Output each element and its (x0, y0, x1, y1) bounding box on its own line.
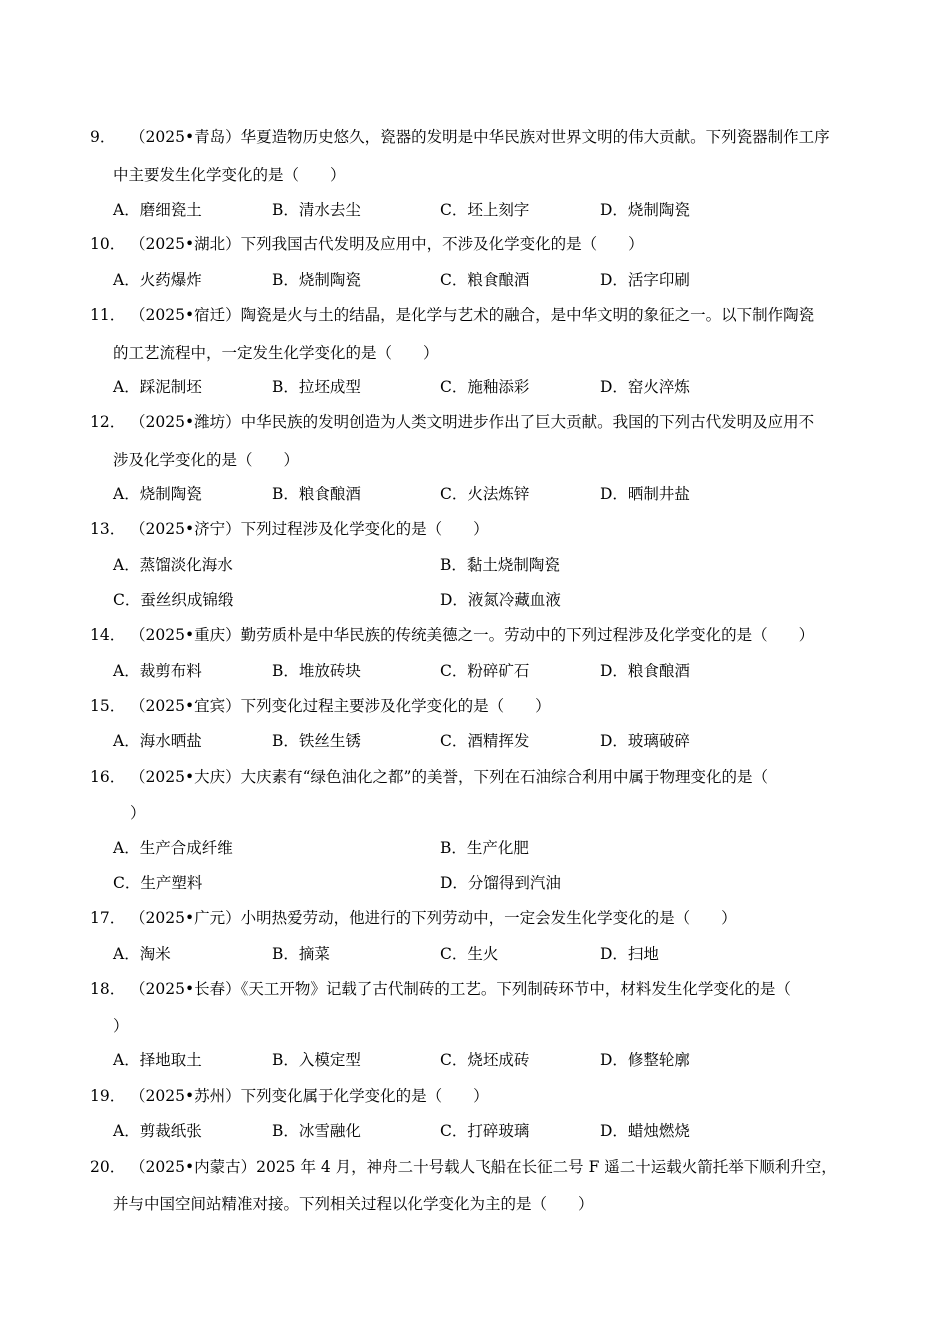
option-d: D．蜡烛燃烧 (600, 1122, 690, 1140)
question-stem-cont: ） (113, 1017, 129, 1035)
option-b: B．生产化肥 (440, 839, 529, 857)
option-d: D．液氮冷藏血液 (440, 591, 561, 609)
option-a: A．火药爆炸 (113, 271, 202, 289)
option-a: A．磨细瓷土 (113, 201, 202, 219)
question-stem: （2025•苏州）下列变化属于化学变化的是（ ） (130, 1087, 489, 1105)
option-d: D．粮食酿酒 (600, 662, 690, 680)
option-c: C．酒精挥发 (440, 732, 530, 750)
option-c: C．打碎玻璃 (440, 1122, 530, 1140)
question-stem: （2025•大庆）大庆素有“绿色油化之都”的美誉，下列在石油综合利用中属于物理变化的是（ (130, 768, 768, 786)
option-a: A．淘米 (113, 945, 171, 963)
question-stem: （2025•湖北）下列我国古代发明及应用中，不涉及化学变化的是（ ） (130, 235, 644, 253)
option-c: C．粉碎矿石 (440, 662, 530, 680)
option-b: B．烧制陶瓷 (272, 271, 361, 289)
option-d: D．玻璃破碎 (600, 732, 690, 750)
question-number: 10． (90, 235, 126, 253)
option-b: B．拉坯成型 (272, 378, 361, 396)
option-b: B．堆放砖块 (272, 662, 361, 680)
option-b: B．摘菜 (272, 945, 330, 963)
option-d: D．晒制井盐 (600, 485, 690, 503)
question-number: 11． (90, 306, 126, 324)
question-number: 12． (90, 413, 126, 431)
option-d: D．修整轮廓 (600, 1051, 690, 1069)
option-b: B．黏土烧制陶瓷 (440, 556, 560, 574)
option-c: C．蚕丝织成锦缎 (113, 591, 234, 609)
option-b: B．清水去尘 (272, 201, 361, 219)
question-number: 18． (90, 980, 126, 998)
option-b: B．入模定型 (272, 1051, 361, 1069)
question-number: 16． (90, 768, 126, 786)
option-d: D．活字印刷 (600, 271, 690, 289)
question-stem-cont: ） (130, 804, 146, 822)
option-b: B．粮食酿酒 (272, 485, 361, 503)
option-b: B．冰雪融化 (272, 1122, 361, 1140)
option-d: D．分馏得到汽油 (440, 874, 561, 892)
question-stem-cont: 的工艺流程中，一定发生化学变化的是（ ） (113, 344, 439, 362)
question-number: 14． (90, 626, 126, 644)
option-d: D．烧制陶瓷 (600, 201, 690, 219)
question-stem: （2025•广元）小明热爱劳动，他进行的下列劳动中，一定会发生化学变化的是（ ） (130, 909, 737, 927)
question-number: 13． (90, 520, 126, 538)
option-a: A．择地取土 (113, 1051, 202, 1069)
question-stem: （2025•济宁）下列过程涉及化学变化的是（ ） (130, 520, 489, 538)
option-a: A．剪裁纸张 (113, 1122, 202, 1140)
question-number: 9． (90, 128, 116, 146)
option-c: C．烧坯成砖 (440, 1051, 530, 1069)
question-stem: （2025•内蒙古）2025 年 4 月，神舟二十号载人飞船在长征二号 F 遥二十运载火箭托举下顺利升空， (130, 1158, 837, 1176)
question-stem: （2025•长春）《天工开物》记载了古代制砖的工艺。下列制砖环节中，材料发生化学变化的是（ (130, 980, 791, 998)
option-c: C．施釉添彩 (440, 378, 530, 396)
option-d: D．扫地 (600, 945, 659, 963)
question-number: 20． (90, 1158, 126, 1176)
question-stem-cont: 中主要发生化学变化的是（ ） (113, 166, 346, 184)
question-stem-cont: 涉及化学变化的是（ ） (113, 451, 300, 469)
option-c: C．粮食酿酒 (440, 271, 530, 289)
question-stem-cont: 并与中国空间站精准对接。下列相关过程以化学变化为主的是（ ） (113, 1195, 594, 1213)
question-stem: （2025•重庆）勤劳质朴是中华民族的传统美德之一。劳动中的下列过程涉及化学变化的是（ ） (130, 626, 815, 644)
question-number: 19． (90, 1087, 126, 1105)
question-stem: （2025•宜宾）下列变化过程主要涉及化学变化的是（ ） (130, 697, 551, 715)
question-stem: （2025•青岛）华夏造物历史悠久，瓷器的发明是中华民族对世界文明的伟大贡献。下列瓷器制作工序 (130, 128, 830, 146)
option-d: D．窑火淬炼 (600, 378, 690, 396)
option-a: A．烧制陶瓷 (113, 485, 202, 503)
question-number: 15． (90, 697, 126, 715)
option-c: C．坯上刻字 (440, 201, 530, 219)
option-a: A．海水晒盐 (113, 732, 202, 750)
option-c: C．生产塑料 (113, 874, 203, 892)
option-b: B．铁丝生锈 (272, 732, 361, 750)
option-a: A．踩泥制坯 (113, 378, 202, 396)
option-a: A．蒸馏淡化海水 (113, 556, 233, 574)
question-stem: （2025•潍坊）中华民族的发明创造为人类文明进步作出了巨大贡献。我国的下列古代发明及应用不 (130, 413, 815, 431)
question-stem: （2025•宿迁）陶瓷是火与土的结晶，是化学与艺术的融合，是中华文明的象征之一。以下制作陶瓷 (130, 306, 815, 324)
option-c: C．火法炼锌 (440, 485, 530, 503)
option-a: A．裁剪布料 (113, 662, 202, 680)
option-a: A．生产合成纤维 (113, 839, 233, 857)
question-number: 17． (90, 909, 126, 927)
option-c: C．生火 (440, 945, 499, 963)
